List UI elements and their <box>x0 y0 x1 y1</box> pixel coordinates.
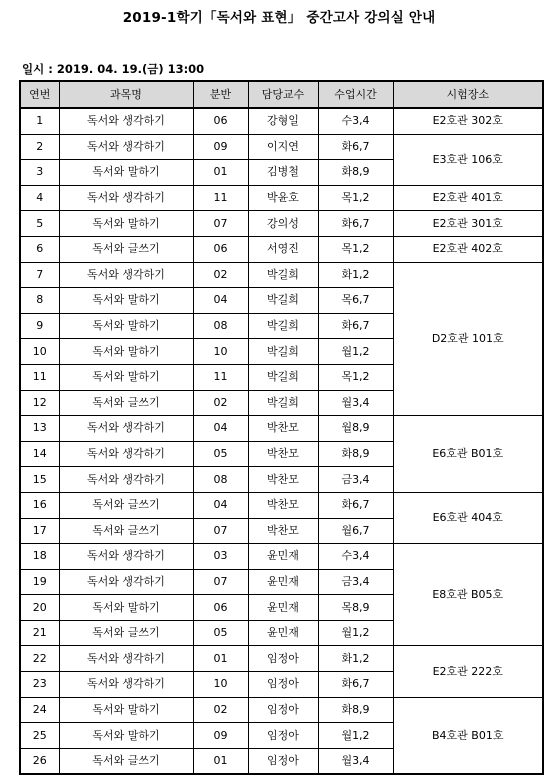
row-professor: 강의성 <box>248 211 318 237</box>
header-course: 과목명 <box>59 81 193 108</box>
row-section: 04 <box>193 416 248 442</box>
row-section: 05 <box>193 620 248 646</box>
table-row <box>20 108 543 134</box>
row-course: 독서와 글쓰기 <box>59 620 193 646</box>
row-section: 08 <box>193 313 248 339</box>
row-no: 8 <box>20 288 59 314</box>
row-no: 7 <box>20 262 59 288</box>
row-course: 독서와 말하기 <box>59 723 193 749</box>
row-professor: 임정아 <box>248 646 318 672</box>
row-professor: 강형일 <box>248 108 318 134</box>
row-time: 화8,9 <box>318 697 393 723</box>
table-header-row <box>20 81 543 108</box>
header-location: 시험장소 <box>393 81 543 108</box>
row-course: 독서와 생각하기 <box>59 569 193 595</box>
row-location: E8호관 B05호 <box>393 544 543 646</box>
row-location: E2호관 401호 <box>393 185 543 211</box>
row-no: 14 <box>20 441 59 467</box>
row-section: 01 <box>193 646 248 672</box>
row-course: 독서와 말하기 <box>59 288 193 314</box>
row-section: 09 <box>193 723 248 749</box>
row-time: 월3,4 <box>318 748 393 774</box>
row-no: 21 <box>20 620 59 646</box>
row-time: 화6,7 <box>318 672 393 698</box>
row-time: 월1,2 <box>318 339 393 365</box>
header-no: 연번 <box>20 81 59 108</box>
table-row <box>20 262 543 288</box>
row-no: 16 <box>20 492 59 518</box>
row-no: 4 <box>20 185 59 211</box>
row-time: 화6,7 <box>318 211 393 237</box>
row-professor: 박찬모 <box>248 441 318 467</box>
table-row <box>20 646 543 672</box>
row-time: 월1,2 <box>318 723 393 749</box>
row-section: 07 <box>193 211 248 237</box>
row-time: 화8,9 <box>318 160 393 186</box>
row-time: 목1,2 <box>318 185 393 211</box>
row-time: 화6,7 <box>318 134 393 160</box>
row-course: 독서와 말하기 <box>59 339 193 365</box>
row-time: 화6,7 <box>318 313 393 339</box>
table-row <box>20 416 543 442</box>
row-section: 10 <box>193 672 248 698</box>
row-section: 03 <box>193 544 248 570</box>
row-time: 목1,2 <box>318 364 393 390</box>
row-section: 02 <box>193 262 248 288</box>
row-no: 3 <box>20 160 59 186</box>
row-no: 23 <box>20 672 59 698</box>
row-course: 독서와 생각하기 <box>59 544 193 570</box>
row-section: 02 <box>193 390 248 416</box>
row-time: 화6,7 <box>318 492 393 518</box>
row-no: 15 <box>20 467 59 493</box>
table-row <box>20 236 543 262</box>
row-no: 2 <box>20 134 59 160</box>
header-professor: 담당교수 <box>248 81 318 108</box>
row-professor: 박찬모 <box>248 518 318 544</box>
row-professor: 임정아 <box>248 748 318 774</box>
row-time: 수3,4 <box>318 108 393 134</box>
row-professor: 임정아 <box>248 723 318 749</box>
row-professor: 박길희 <box>248 262 318 288</box>
row-time: 화1,2 <box>318 646 393 672</box>
row-section: 04 <box>193 492 248 518</box>
row-no: 1 <box>20 108 59 134</box>
row-section: 11 <box>193 185 248 211</box>
exam-date: 일시 : 2019. 04. 19.(금) 13:00 <box>22 62 205 76</box>
row-location: D2호관 101호 <box>393 262 543 416</box>
table-row <box>20 211 543 237</box>
row-professor: 박윤호 <box>248 185 318 211</box>
row-section: 01 <box>193 160 248 186</box>
row-no: 11 <box>20 364 59 390</box>
row-section: 02 <box>193 697 248 723</box>
row-section: 07 <box>193 569 248 595</box>
row-no: 22 <box>20 646 59 672</box>
row-location: B4호관 B01호 <box>393 697 543 774</box>
row-course: 독서와 글쓰기 <box>59 236 193 262</box>
row-no: 18 <box>20 544 59 570</box>
row-time: 월8,9 <box>318 416 393 442</box>
row-time: 화1,2 <box>318 262 393 288</box>
row-time: 월6,7 <box>318 518 393 544</box>
page-title: 2019-1학기「독서와 표현」 중간고사 강의실 안내 <box>122 10 436 26</box>
row-course: 독서와 글쓰기 <box>59 748 193 774</box>
row-no: 9 <box>20 313 59 339</box>
table-row <box>20 134 543 160</box>
row-time: 금3,4 <box>318 467 393 493</box>
row-section: 05 <box>193 441 248 467</box>
row-course: 독서와 생각하기 <box>59 416 193 442</box>
row-section: 09 <box>193 134 248 160</box>
row-no: 12 <box>20 390 59 416</box>
row-course: 독서와 말하기 <box>59 313 193 339</box>
row-no: 13 <box>20 416 59 442</box>
row-professor: 윤민재 <box>248 595 318 621</box>
row-no: 5 <box>20 211 59 237</box>
row-time: 목8,9 <box>318 595 393 621</box>
row-professor: 박길희 <box>248 313 318 339</box>
row-time: 월1,2 <box>318 620 393 646</box>
row-course: 독서와 생각하기 <box>59 134 193 160</box>
row-course: 독서와 생각하기 <box>59 441 193 467</box>
row-location: E2호관 402호 <box>393 236 543 262</box>
table-row <box>20 697 543 723</box>
row-course: 독서와 생각하기 <box>59 646 193 672</box>
row-no: 20 <box>20 595 59 621</box>
row-course: 독서와 말하기 <box>59 364 193 390</box>
row-time: 목6,7 <box>318 288 393 314</box>
table-row <box>20 185 543 211</box>
row-professor: 이지연 <box>248 134 318 160</box>
row-professor: 서영진 <box>248 236 318 262</box>
row-section: 01 <box>193 748 248 774</box>
table-row <box>20 492 543 518</box>
row-course: 독서와 말하기 <box>59 160 193 186</box>
row-location: E2호관 302호 <box>393 108 543 134</box>
row-time: 목1,2 <box>318 236 393 262</box>
row-location: E2호관 222호 <box>393 646 543 697</box>
row-no: 6 <box>20 236 59 262</box>
row-time: 월3,4 <box>318 390 393 416</box>
row-section: 06 <box>193 108 248 134</box>
row-section: 07 <box>193 518 248 544</box>
header-time: 수업시간 <box>318 81 393 108</box>
row-course: 독서와 글쓰기 <box>59 492 193 518</box>
row-course: 독서와 말하기 <box>59 211 193 237</box>
row-professor: 박길희 <box>248 390 318 416</box>
row-location: E6호관 B01호 <box>393 416 543 493</box>
row-professor: 박길희 <box>248 339 318 365</box>
row-course: 독서와 말하기 <box>59 595 193 621</box>
row-professor: 김병철 <box>248 160 318 186</box>
row-professor: 임정아 <box>248 697 318 723</box>
exam-room-table <box>19 80 544 775</box>
row-section: 10 <box>193 339 248 365</box>
row-no: 10 <box>20 339 59 365</box>
row-section: 06 <box>193 236 248 262</box>
row-location: E2호관 301호 <box>393 211 543 237</box>
row-course: 독서와 생각하기 <box>59 467 193 493</box>
row-no: 26 <box>20 748 59 774</box>
row-course: 독서와 생각하기 <box>59 185 193 211</box>
row-course: 독서와 글쓰기 <box>59 518 193 544</box>
row-professor: 박길희 <box>248 364 318 390</box>
row-no: 17 <box>20 518 59 544</box>
row-no: 19 <box>20 569 59 595</box>
row-section: 11 <box>193 364 248 390</box>
row-time: 화8,9 <box>318 441 393 467</box>
row-professor: 임정아 <box>248 672 318 698</box>
row-course: 독서와 생각하기 <box>59 262 193 288</box>
row-course: 독서와 말하기 <box>59 697 193 723</box>
row-course: 독서와 생각하기 <box>59 108 193 134</box>
row-time: 금3,4 <box>318 569 393 595</box>
header-section: 분반 <box>193 81 248 108</box>
row-professor: 박찬모 <box>248 467 318 493</box>
row-section: 06 <box>193 595 248 621</box>
row-section: 04 <box>193 288 248 314</box>
row-professor: 박찬모 <box>248 416 318 442</box>
row-course: 독서와 글쓰기 <box>59 390 193 416</box>
row-professor: 윤민재 <box>248 620 318 646</box>
row-professor: 박찬모 <box>248 492 318 518</box>
row-location: E6호관 404호 <box>393 492 543 543</box>
row-no: 24 <box>20 697 59 723</box>
row-location: E3호관 106호 <box>393 134 543 185</box>
row-professor: 윤민재 <box>248 544 318 570</box>
row-professor: 윤민재 <box>248 569 318 595</box>
row-professor: 박길희 <box>248 288 318 314</box>
row-time: 수3,4 <box>318 544 393 570</box>
row-course: 독서와 생각하기 <box>59 672 193 698</box>
table-row <box>20 544 543 570</box>
row-no: 25 <box>20 723 59 749</box>
row-section: 08 <box>193 467 248 493</box>
